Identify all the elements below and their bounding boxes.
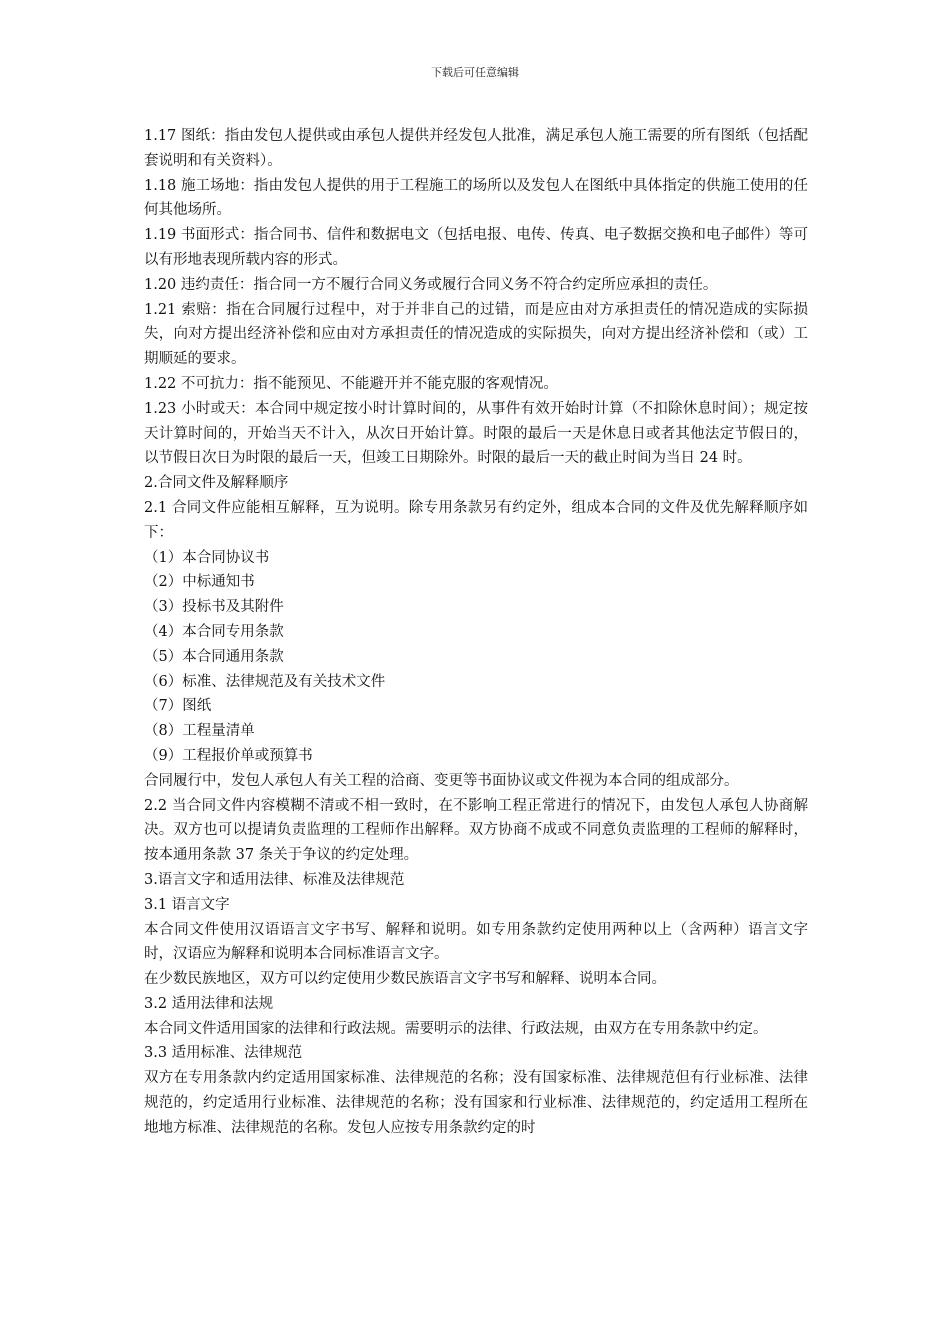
clause-2-2: 2.2 当合同文件内容模糊不清或不相一致时，在不影响工程正常进行的情况下，由发包人承包人协商解决。双方也可以提请负责监理的工程师作出解释。双方协商不成或不同意负责监理的工程师的解释时，按本通用条款 37 条关于争议的约定处理。	[144, 797, 808, 864]
section-3-heading: 3.语言文字和适用法律、标准及法律规范	[144, 871, 405, 888]
clause-2-1: 2.1 合同文件应能相互解释，互为说明。除专用条款另有约定外，组成本合同的文件及优先解释顺序如下：	[144, 499, 808, 541]
clause-1-17: 1.17 图纸：指由发包人提供或由承包人提供并经发包人批准，满足承包人施工需要的所有图纸（包括配套说明和有关资料）。	[144, 128, 808, 169]
document-body	[144, 124, 808, 1141]
list-item: （7）图纸	[144, 698, 212, 715]
body-paragraph: 在少数民族地区，双方可以约定使用少数民族语言文字书写和解释、说明本合同。	[144, 971, 666, 988]
body-paragraph: 合同履行中，发包人承包人有关工程的洽商、变更等书面协议或文件视为本合同的组成部分。	[144, 772, 739, 789]
clause-3-3-heading: 3.3 适用标准、法律规范	[144, 1045, 303, 1062]
clause-1-22: 1.22 不可抗力：指不能预见、不能避开并不能克服的客观情况。	[144, 375, 558, 392]
body-paragraph: 本合同文件使用汉语语言文字书写、解释和说明。如专用条款约定使用两种以上（含两种）语言文字时，汉语应为解释和说明本合同标准语言文字。	[144, 921, 808, 963]
body-paragraph: 双方在专用条款内约定适用国家标准、法律规范的名称；没有国家标准、法律规范但有行业标准、法律规范的，约定适用行业标准、法律规范的名称；没有国家和行业标准、法律规范的，约定适用工程所在地地方标准、法律规范的名称。发包人应按专用条款约定的时	[144, 1070, 808, 1136]
body-paragraph: 本合同文件适用国家的法律和行政法规。需要明示的法律、行政法规，由双方在专用条款中约定。	[144, 1020, 768, 1037]
clause-1-18: 1.18 施工场地：指由发包人提供的用于工程施工的场所以及发包人在图纸中具体指定的供施工使用的任何其他场所。	[144, 177, 808, 219]
clause-3-1-heading: 3.1 语言文字	[144, 896, 230, 913]
list-item: （5）本合同通用条款	[144, 648, 284, 665]
list-item: （4）本合同专用条款	[144, 623, 284, 640]
clause-1-20: 1.20 违约责任：指合同一方不履行合同义务或履行合同义务不符合约定所应承担的责任。	[144, 276, 718, 293]
section-2-heading: 2.合同文件及解释顺序	[144, 475, 289, 492]
page-header: 下载后可任意编辑	[431, 66, 519, 79]
list-item: （6）标准、法律规范及有关技术文件	[144, 673, 386, 690]
list-item: （1）本合同协议书	[144, 549, 270, 566]
list-item: （9）工程报价单或预算书	[144, 747, 313, 764]
clause-1-21: 1.21 索赔：指在合同履行过程中，对于并非自己的过错，而是应由对方承担责任的情况造成的实际损失，向对方提出经济补偿和应由对方承担责任的情况造成的实际损失，向对方提出经济补偿和（或）工期顺延的要求。	[144, 301, 808, 368]
clause-3-2-heading: 3.2 适用法律和法规	[144, 995, 274, 1012]
list-item: （3）投标书及其附件	[144, 599, 284, 616]
clause-1-23: 1.23 小时或天：本合同中规定按小时计算时间的，从事件有效开始时计算（不扣除休息时间）；规定按天计算时间的，开始当天不计入，从次日开始计算。时限的最后一天是休息日或者其他法定节假日的，以节假日次日为时限的最后一天，但竣工日期除外。时限的最后一天的截止时间为当日 24 时。	[144, 400, 808, 467]
clause-1-19: 1.19 书面形式：指合同书、信件和数据电文（包括电报、电传、传真、电子数据交换和电子邮件）等可以有形地表现所载内容的形式。	[144, 227, 808, 268]
list-item: （8）工程量清单	[144, 723, 255, 740]
list-item: （2）中标通知书	[144, 574, 255, 591]
